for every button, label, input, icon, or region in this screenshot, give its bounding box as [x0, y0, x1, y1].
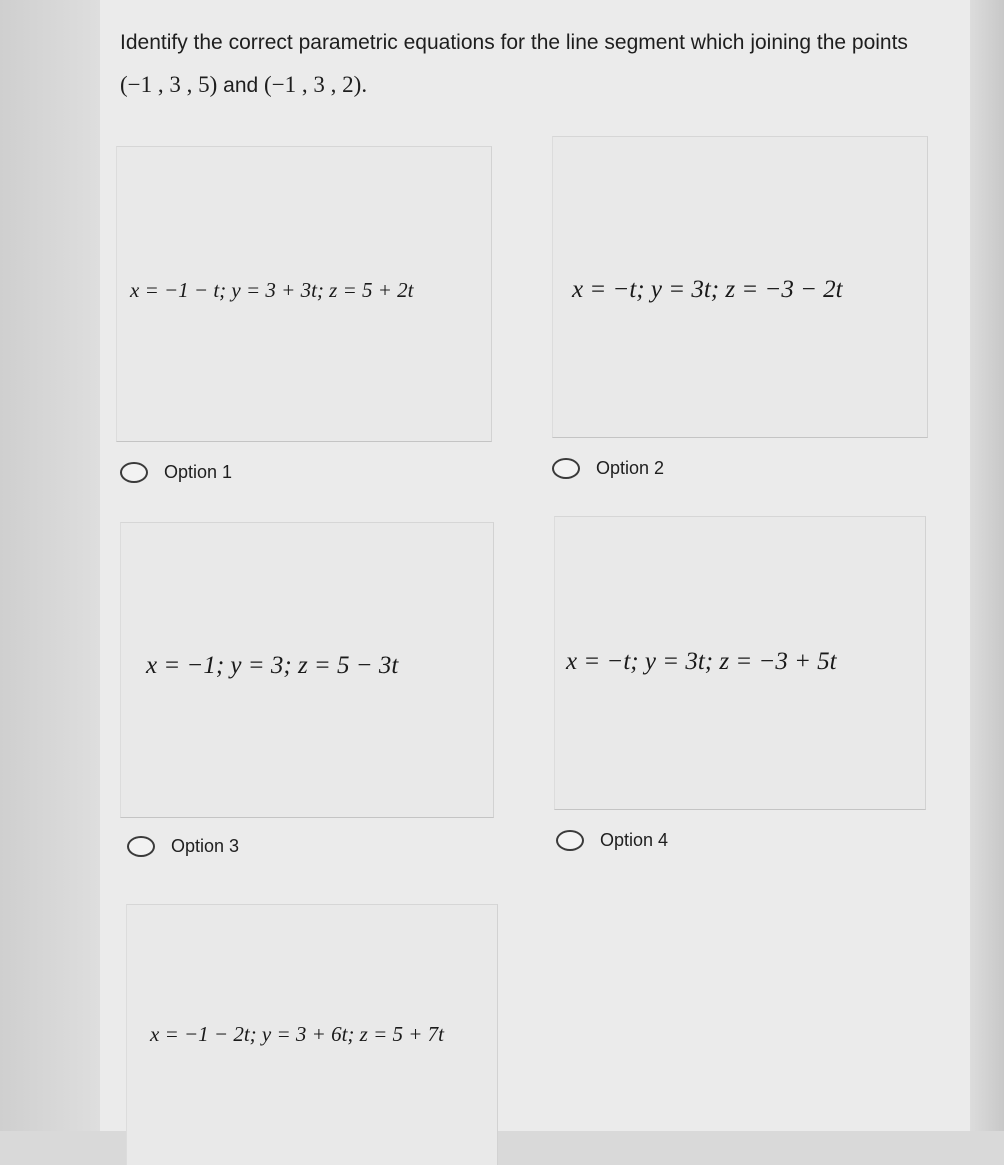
- point-a: (−1 , 3 , 5): [120, 72, 218, 97]
- option-3-equation: x = −1; y = 3; z = 5 − 3t: [146, 652, 399, 679]
- option-1-choice[interactable]: [120, 462, 232, 483]
- question-text: [120, 22, 940, 107]
- option-1-equation: x = −1 − t; y = 3 + 3t; z = 5 + 2t: [130, 278, 414, 302]
- option-4-label: Option 4: [600, 830, 669, 850]
- question-end: .: [361, 72, 368, 97]
- option-2-radio[interactable]: [552, 458, 580, 479]
- option-1-radio[interactable]: [120, 462, 148, 483]
- option-4-choice[interactable]: [556, 830, 668, 851]
- option-5-equation: x = −1 − 2t; y = 3 + 6t; z = 5 + 7t: [150, 1022, 444, 1046]
- option-2-label: Option 2: [596, 458, 665, 478]
- option-3-radio[interactable]: [127, 836, 155, 857]
- question-connector: and: [223, 74, 259, 97]
- option-3-label: Option 3: [171, 836, 240, 856]
- option-4-equation: x = −t; y = 3t; z = −3 + 5t: [566, 648, 837, 675]
- right-margin: [970, 0, 1004, 1131]
- option-3-choice[interactable]: [127, 836, 239, 857]
- option-2-choice[interactable]: [552, 458, 664, 479]
- question-prompt: Identify the correct parametric equations for the line segment which joining the points: [120, 31, 908, 54]
- option-4-radio[interactable]: [556, 830, 584, 851]
- option-1-label: Option 1: [164, 462, 233, 482]
- point-b: (−1 , 3 , 2): [264, 72, 362, 97]
- option-2-equation: x = −t; y = 3t; z = −3 − 2t: [572, 276, 843, 303]
- left-margin: [0, 0, 100, 1131]
